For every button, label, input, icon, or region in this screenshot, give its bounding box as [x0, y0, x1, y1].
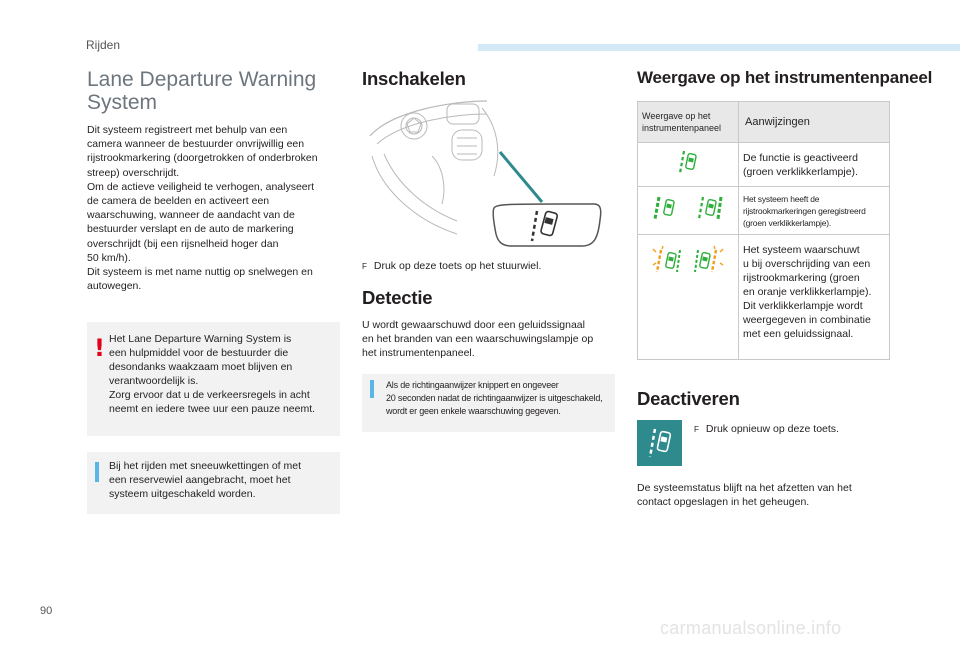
- section-title-activate: Inschakelen: [362, 68, 466, 89]
- header-bar: [478, 44, 960, 51]
- deactivate-line: De systeemstatus blijft na het afzetten van het: [637, 482, 852, 494]
- info-line: systeem uitgeschakeld worden.: [109, 488, 256, 500]
- deactivate-instruction: [694, 422, 894, 437]
- table-header-display: [638, 102, 739, 143]
- intro-line: streep) overschrijdt.: [87, 166, 180, 179]
- table-row: [638, 143, 890, 187]
- info-text: [109, 459, 337, 501]
- warning-text: [109, 332, 337, 416]
- table-desc-cell: [739, 235, 890, 360]
- activate-instruction-text: Druk op deze toets op het stuurwiel.: [373, 260, 542, 272]
- table-desc-line: Het systeem heeft de: [743, 193, 820, 204]
- table-row: [638, 235, 890, 360]
- info-line: een reservewiel aangebracht, moet het: [109, 474, 291, 486]
- detection-note-box: [362, 374, 615, 432]
- table-desc-cell: [739, 143, 890, 187]
- deactivate-text: [637, 481, 892, 509]
- deactivate-instruction-text: Druk opnieuw op deze toets.: [705, 423, 839, 435]
- steering-wheel-illustration: [362, 96, 612, 254]
- page-title-line: Lane Departure Warning: [87, 68, 317, 91]
- section-title-detection: Detectie: [362, 287, 433, 308]
- detection-line: U wordt gewaarschuwd door een geluidssignaal: [362, 319, 585, 331]
- info-icon: [95, 462, 99, 482]
- section-label: Rijden: [86, 38, 121, 52]
- section-title-display: Weergave op het instrumentenpaneel: [637, 68, 933, 87]
- detection-line: het instrumentenpaneel.: [362, 347, 475, 360]
- table-desc-line: (groen verklikkerlampje).: [743, 165, 858, 178]
- table-desc-line: Dit verklikkerlampje wordt: [743, 300, 863, 312]
- info-line: Bij het rijden met sneeuwkettingen of met: [109, 460, 302, 472]
- table-desc-line: en oranje verklikkerlampje).: [743, 286, 872, 298]
- table-desc-line: met een geluidssignaal.: [743, 328, 854, 340]
- page-title: [87, 68, 347, 114]
- warning-box: [87, 322, 340, 436]
- table-header-notes: Aanwijzingen: [739, 102, 890, 143]
- table-desc-line: De functie is geactiveerd: [743, 151, 858, 164]
- bullet-symbol: F: [362, 262, 367, 271]
- intro-line: Om de actieve veiligheid te verhogen, analyseert: [87, 180, 315, 193]
- lane-button-icon: [637, 420, 682, 466]
- table-header-line: Weergave op het: [642, 111, 711, 121]
- intro-line: Dit systeem is met name nuttig op snelwegen en: [87, 266, 313, 279]
- pointer-line: [500, 152, 542, 202]
- info-icon: [370, 380, 374, 398]
- bullet-symbol: F: [694, 425, 699, 434]
- intro-line: Dit systeem registreert met behulp van een: [87, 124, 288, 136]
- lane-departure-lamp-icon: [694, 245, 724, 275]
- warning-line: verantwoordelijk is.: [109, 375, 199, 387]
- page-number: 90: [40, 605, 53, 617]
- table-desc-cell: [739, 187, 890, 235]
- lane-departure-lamp-icon: [697, 195, 723, 221]
- table-desc-line: (groen verklikkerlampje).: [743, 217, 832, 228]
- activate-instruction: [362, 259, 612, 274]
- detection-note-line: Als de richtingaanwijzer knippert en ongeveer: [386, 380, 559, 390]
- warning-line: Het Lane Departure Warning System is: [109, 333, 292, 345]
- table-desc-line: weergegeven in combinatie: [743, 314, 871, 326]
- intro-line: rijstrookmarkering (doorgetrokken of onderbroken: [87, 152, 318, 165]
- lane-departure-lamp-icon: [637, 420, 682, 466]
- detection-text: [362, 318, 617, 361]
- table-desc-line: rijstrookmarkering (groen: [743, 272, 860, 284]
- warning-line: neemt en iedere twee uur een pauze neemt.: [109, 403, 316, 415]
- table-icon-cell: [638, 187, 739, 235]
- lane-button-icon: [493, 204, 601, 246]
- table-icon-cell: [638, 235, 739, 360]
- page-title-line: System: [87, 91, 158, 114]
- detection-note-line: 20 seconden nadat de richtingaanwijzer is uitgeschakeld,: [386, 393, 603, 403]
- detection-line: en het branden van een waarschuwingslampje op: [362, 333, 594, 346]
- lane-departure-lamp-icon: [653, 195, 679, 221]
- table-icon-cell: [638, 143, 739, 187]
- intro-line: camera wanneer de bestuurder onvrijwillig een: [87, 138, 305, 151]
- table-row: [638, 187, 890, 235]
- intro-text: [87, 123, 343, 293]
- table-header-line: instrumentenpaneel: [642, 123, 722, 133]
- intro-line: waarschuwing, wanneer de aandacht van de: [87, 209, 295, 222]
- table-header-row: [638, 102, 890, 143]
- detection-note-line: wordt er geen enkele waarschuwing gegeven.: [386, 406, 561, 416]
- intro-line: 50 km/h).: [87, 251, 131, 264]
- table-desc-line: rijstrookmarkeringen geregistreerd: [743, 205, 866, 216]
- indicator-table: [637, 101, 890, 360]
- table-desc-line: Het systeem waarschuwt: [743, 244, 860, 256]
- intro-line: de camera de beelden en activeert een: [87, 195, 270, 208]
- intro-line: bestuurder verslapt en de auto de markering: [87, 223, 294, 236]
- detection-note: [386, 379, 614, 418]
- deactivate-line: contact opgeslagen in het geheugen.: [637, 496, 810, 509]
- table-desc-line: u bij overschrijding van een: [743, 258, 871, 270]
- info-box: [87, 452, 340, 514]
- warning-line: desondanks waakzaam moet blijven en: [109, 361, 293, 373]
- warning-icon: !: [94, 334, 105, 362]
- steering-wheel-icon: [370, 101, 498, 234]
- intro-line: autowegen.: [87, 280, 142, 293]
- lane-departure-lamp-icon: [652, 245, 682, 275]
- watermark: carmanualsonline.info: [660, 618, 842, 638]
- warning-line: een hulpmiddel voor de bestuurder die: [109, 347, 289, 359]
- lane-departure-lamp-icon: [677, 149, 699, 175]
- intro-line: overschrijdt (bij een rijsnelheid hoger dan: [87, 237, 279, 250]
- section-title-deactivate: Deactiveren: [637, 388, 740, 409]
- warning-line: Zorg ervoor dat u de verkeersregels in acht: [109, 389, 310, 401]
